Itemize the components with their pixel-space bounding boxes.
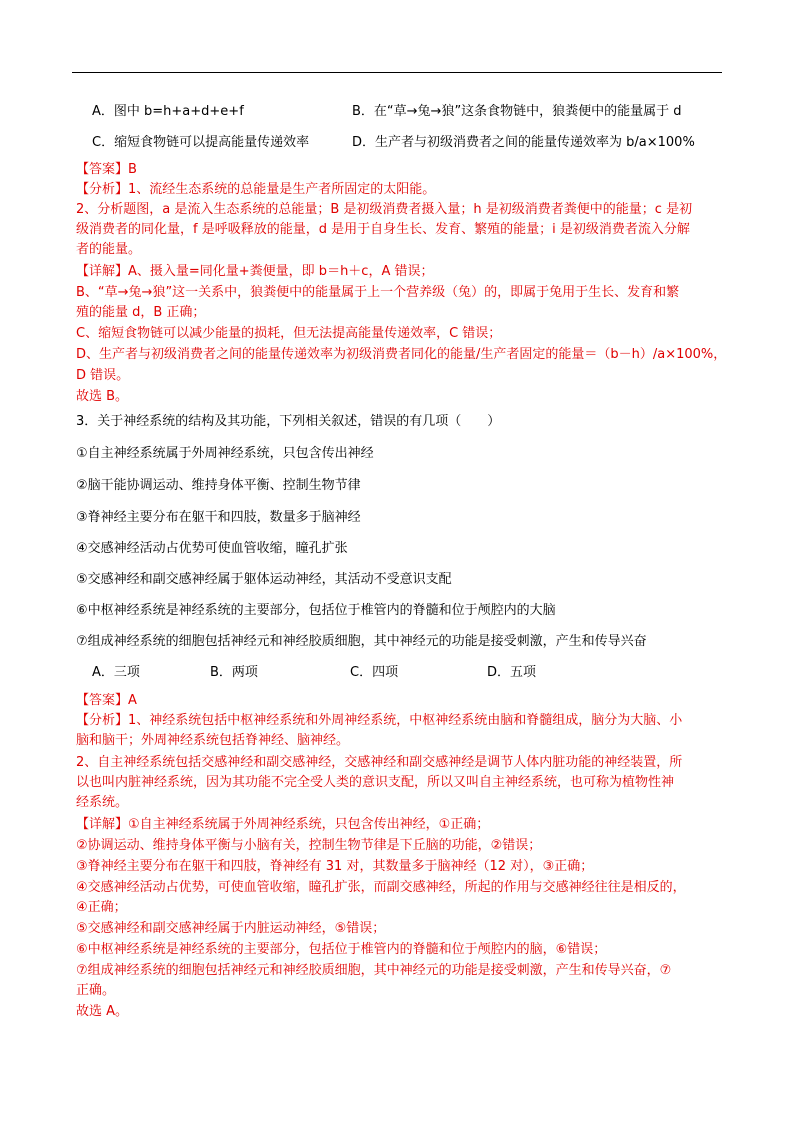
q3-item: ⑤交感神经和副交感神经属于躯体运动神经，其活动不受意识支配	[76, 572, 452, 587]
q3-detail-line: ⑥中枢神经系统是神经系统的主要部分，包括位于椎管内的脊髓和位于颅腔内的脑，⑥错误；	[76, 942, 607, 957]
q3-stem: 3．关于神经系统的结构及其功能，下列相关叙述，错误的有几项（ ）	[76, 414, 501, 429]
q3-detail-line: 【详解】①自主神经系统属于外周神经系统，只包含传出神经，①正确；	[76, 817, 490, 832]
q2-option-c: C．缩短食物链可以提高能量传递效率	[92, 135, 310, 150]
q2-detail-line: D 错误。	[76, 368, 130, 383]
q3-item: ⑥中枢神经系统是神经系统的主要部分，包括位于椎管内的脊髓和位于颅腔内的大脑	[76, 603, 556, 618]
q2-option-d: D．生产者与初级消费者之间的能量传递效率为 b/a×100%	[352, 135, 695, 150]
q2-detail-line: 故选 B。	[76, 389, 129, 404]
q3-detail-line: ⑦组成神经系统的细胞包括神经元和神经胶质细胞，其中神经元的功能是接受刺激，产生和传导兴奋，⑦	[76, 963, 672, 978]
q3-answer: 【答案】A	[76, 693, 137, 708]
q2-detail-line: D、生产者与初级消费者之间的能量传递效率为初级消费者同化的能量/生产者固定的能量＝（b－h）/a×100%，	[76, 347, 727, 362]
q3-analysis-line: 以也叫内脏神经系统，因为其功能不完全受人类的意识支配，所以又叫自主神经系统，也可称为植物性神	[76, 775, 675, 790]
q3-detail-line: ④正确；	[76, 900, 127, 915]
q3-detail-line: 正确。	[76, 983, 116, 998]
q3-option-b: B．两项	[210, 665, 258, 680]
q2-answer: 【答案】B	[76, 162, 137, 177]
q2-detail-line: 【详解】A、摄入量=同化量+粪便量，即 b＝h＋c，A 错误；	[76, 264, 434, 279]
q3-detail-line: 故选 A。	[76, 1004, 129, 1019]
q3-item: ⑦组成神经系统的细胞包括神经元和神经胶质细胞，其中神经元的功能是接受刺激，产生和传导兴奋	[76, 634, 647, 649]
q3-option-a: A．三项	[92, 665, 140, 680]
q2-detail-line: B、“草→兔→狼”这一关系中，狼粪便中的能量属于上一个营养级（兔）的，即属于兔用于生长、发育和繁	[76, 285, 680, 300]
q3-option-d: D．五项	[487, 665, 537, 680]
q3-analysis-line: 【分析】1、神经系统包括中枢神经系统和外周神经系统，中枢神经系统由脑和脊髓组成，脑分为大脑、小	[76, 713, 683, 728]
q2-analysis-line: 【分析】1、流经生态系统的总能量是生产者所固定的太阳能。	[76, 182, 436, 197]
q3-option-c: C．四项	[350, 665, 399, 680]
q3-item: ②脑干能协调运动、维持身体平衡、控制生物节律	[76, 478, 361, 493]
q2-analysis-line: 级消费者的同化量，f 是呼吸释放的能量，d 是用于自身生长、发育、繁殖的能量；i 是初级消费者流入分解	[76, 222, 690, 237]
q3-detail-line: ④交感神经活动占优势，可使血管收缩，瞳孔扩张，而副交感神经，所起的作用与交感神经往往是相反的，	[76, 880, 686, 895]
q2-option-a: A．图中 b=h+a+d+e+f	[92, 104, 244, 119]
q3-item: ③脊神经主要分布在躯干和四肢，数量多于脑神经	[76, 510, 361, 525]
q3-item: ④交感神经活动占优势可使血管收缩，瞳孔扩张	[76, 541, 348, 556]
q3-detail-line: ⑤交感神经和副交感神经属于内脏运动神经，⑤错误；	[76, 921, 386, 936]
q3-analysis-line: 经系统。	[76, 795, 129, 810]
q2-analysis-line: 者的能量。	[76, 242, 142, 257]
q3-detail-line: ②协调运动、维持身体平衡与小脑有关，控制生物节律是下丘脑的功能，②错误；	[76, 838, 542, 853]
q2-analysis-line: 2、分析题图，a 是流入生态系统的总能量；B 是初级消费者摄入量；h 是初级消费者粪便中的能量；c 是初	[76, 202, 693, 217]
header-rule	[72, 72, 722, 73]
q3-detail-line: ③脊神经主要分布在躯干和四肢，脊神经有 31 对，其数量多于脑神经（12 对），③正确；	[76, 859, 594, 874]
q3-item: ①自主神经系统属于外周神经系统，只包含传出神经	[76, 446, 374, 461]
q3-analysis-line: 脑和脑干；外周神经系统包括脊神经、脑神经。	[76, 733, 350, 748]
q3-analysis-line: 2、自主神经系统包括交感神经和副交感神经，交感神经和副交感神经是调节人体内脏功能的神经装置，所	[76, 755, 683, 770]
q2-detail-line: C、缩短食物链可以减少能量的损耗，但无法提高能量传递效率，C 错误；	[76, 326, 502, 341]
q2-option-b: B．在“草→兔→狼”这条食物链中，狼粪便中的能量属于 d	[352, 104, 682, 119]
q2-detail-line: 殖的能量 d，B 正确；	[76, 305, 206, 320]
